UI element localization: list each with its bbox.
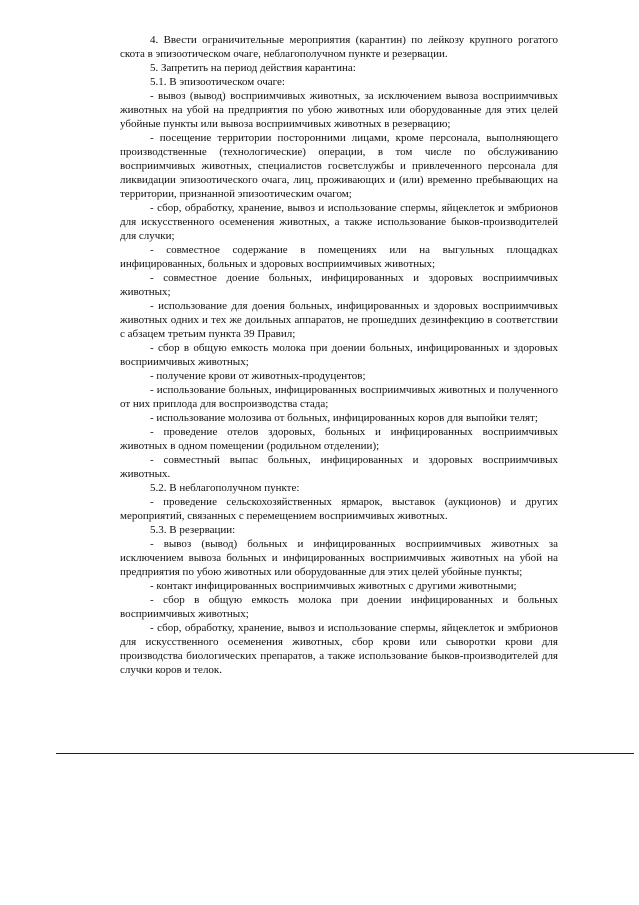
list-item: - сбор в общую емкость молока при доении инфицированных и больных восприимчивых животных; — [120, 594, 558, 620]
subsection-heading-5-2: 5.2. В неблагополучном пункте: — [150, 482, 300, 494]
list-item: - использование больных, инфицированных восприимчивых животных и полученного от них приплода для воспроизводства стада; — [120, 384, 558, 410]
subsection-heading-5-1: 5.1. В эпизоотическом очаге: — [150, 76, 285, 88]
list-item: - сбор в общую емкость молока при доении больных, инфицированных и здоровых восприимчивых животных; — [120, 342, 558, 368]
list-item: - использование для доения больных, инфицированных и здоровых восприимчивых животных одних и тех же доильных аппаратов, не прошедших дезинфекцию в соответствии с абзацем третьим пункта 39 Правил; — [120, 300, 558, 340]
list-item: - проведение сельскохозяйственных ярмарок, выставок (аукционов) и других мероприятий, связанных с перемещением восприимчивых животных. — [120, 496, 558, 522]
list-item: - совместное содержание в помещениях или на выгульных площадках инфицированных, больных и здоровых восприимчивых животных; — [120, 244, 558, 270]
list-item: - сбор, обработку, хранение, вывоз и использование спермы, яйцеклеток и эмбрионов для искусственного осеменения животных, а также использование быков-производителей для случки; — [120, 202, 558, 242]
list-item: - совместный выпас больных, инфицированных и здоровых восприимчивых животных. — [120, 454, 558, 480]
list-item: - контакт инфицированных восприимчивых животных с другими животными; — [150, 580, 517, 592]
footer-divider-line — [56, 753, 634, 754]
paragraph-item-5: 5. Запретить на период действия карантина: — [150, 62, 356, 74]
list-item: - вывоз (вывод) восприимчивых животных, за исключением вывоза восприимчивых животных на убой на предприятия по убою животных или оборудованные для этих целей убойные пункты или вывоза восприимчивых животных в резервацию; — [120, 90, 558, 130]
list-item: - использование молозива от больных, инфицированных коров для выпойки телят; — [150, 412, 538, 424]
list-item: - получение крови от животных-продуцентов; — [150, 370, 366, 382]
list-item: - проведение отелов здоровых, больных и инфицированных восприимчивых животных в одном помещении (родильном отделении); — [120, 426, 558, 452]
list-item: - вывоз (вывод) больных и инфицированных восприимчивых животных за исключением вывоза больных и инфицированных восприимчивых животных на убой на предприятия по убою животных или оборудованные для этих целей убойные пункты; — [120, 538, 558, 578]
subsection-heading-5-3: 5.3. В резервации: — [150, 524, 236, 536]
list-item: - сбор, обработку, хранение, вывоз и использование спермы, яйцеклеток и эмбрионов для искусственного осеменения животных, сбор крови или сыворотки крови для производства биологических препаратов, а также использование быков-производителей для случки коров и телок. — [120, 622, 558, 676]
list-item: - совместное доение больных, инфицированных и здоровых восприимчивых животных; — [120, 272, 558, 298]
document-body — [120, 33, 558, 677]
paragraph-item-4: 4. Ввести ограничительные мероприятия (карантин) по лейкозу крупного рогатого скота в эпизоотическом очаге, неблагополучном пункте и резервации. — [120, 34, 558, 60]
list-item: - посещение территории посторонними лицами, кроме персонала, выполняющего производственные (технологические) операции, в том числе по обслуживанию восприимчивых животных, специалистов госветслужбы и привлеченного персонала для ликвидации эпизоотического очага, лиц, проживающих и (или) временно пребывающих на территории, признанной эпизоотическим очагом; — [120, 132, 558, 200]
